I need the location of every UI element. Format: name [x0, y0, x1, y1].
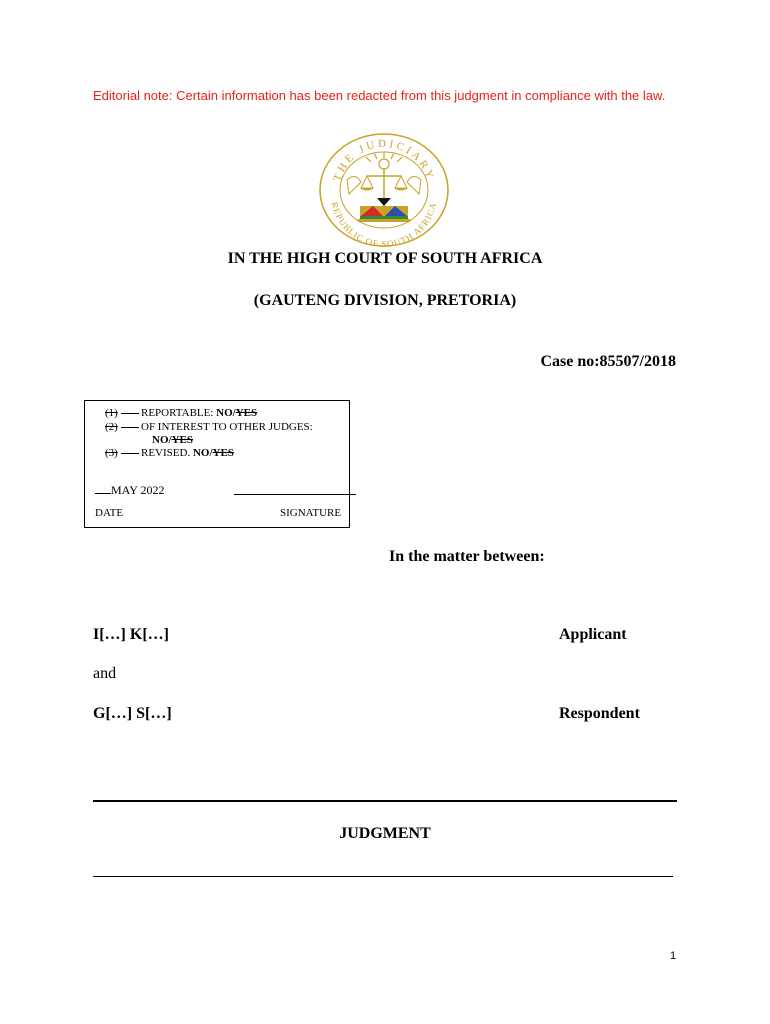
- divider-thin: [93, 876, 673, 877]
- status-item-label: REPORTABLE:: [141, 407, 217, 419]
- date-value: [95, 483, 164, 498]
- applicant-role: Applicant: [559, 626, 627, 643]
- svg-text:REPUBLIC OF SOUTH AFRICA: REPUBLIC OF SOUTH AFRICA: [329, 200, 439, 248]
- party-conjunction: and: [93, 665, 117, 682]
- matter-heading: In the matter between:: [389, 548, 545, 565]
- date-value-text: MAY 2022: [111, 483, 165, 497]
- respondent-name: G[…] S[…]: [93, 705, 172, 722]
- status-item-revised: [105, 447, 234, 460]
- court-name: IN THE HIGH COURT OF SOUTH AFRICA: [227, 250, 543, 267]
- signature-line: [234, 494, 356, 495]
- status-item-label: REVISED.: [141, 447, 193, 459]
- court-division: (GAUTENG DIVISION, PRETORIA): [253, 292, 517, 309]
- judiciary-seal-logo: [317, 132, 451, 248]
- status-item-struck: YES: [235, 407, 258, 419]
- date-label: DATE: [95, 507, 124, 519]
- status-item-value: NO/: [216, 407, 236, 419]
- svg-text:THE JUDICIARY: THE JUDICIARY: [331, 137, 437, 183]
- page-number: 1: [670, 950, 677, 962]
- case-number: Case no:85507/2018: [540, 353, 676, 370]
- signature-label: SIGNATURE: [280, 507, 342, 519]
- status-item-interest-value: [152, 434, 193, 447]
- status-item-number: (2): [105, 421, 118, 433]
- judgment-heading: JUDGMENT: [339, 825, 431, 842]
- status-item-number: (1): [105, 407, 118, 419]
- status-item-value: NO/: [192, 447, 213, 459]
- status-item-struck: YES: [212, 447, 234, 459]
- judiciary-seal-icon: [317, 132, 451, 248]
- status-item-label: OF INTEREST TO OTHER JUDGES:: [141, 421, 313, 433]
- status-item-interest: [105, 421, 313, 434]
- respondent-role: Respondent: [559, 705, 640, 722]
- status-item-value: NO/: [152, 434, 172, 446]
- applicant-name: I[…] K[…]: [93, 626, 169, 643]
- editorial-note: Editorial note: Certain information has been redacted from this judgment in compliance with the law.: [93, 88, 666, 103]
- status-item-reportable: [105, 407, 257, 420]
- divider-thick: [93, 800, 677, 802]
- status-item-struck: YES: [171, 434, 193, 446]
- status-item-number: (3): [105, 447, 118, 459]
- reportability-box: [84, 400, 350, 528]
